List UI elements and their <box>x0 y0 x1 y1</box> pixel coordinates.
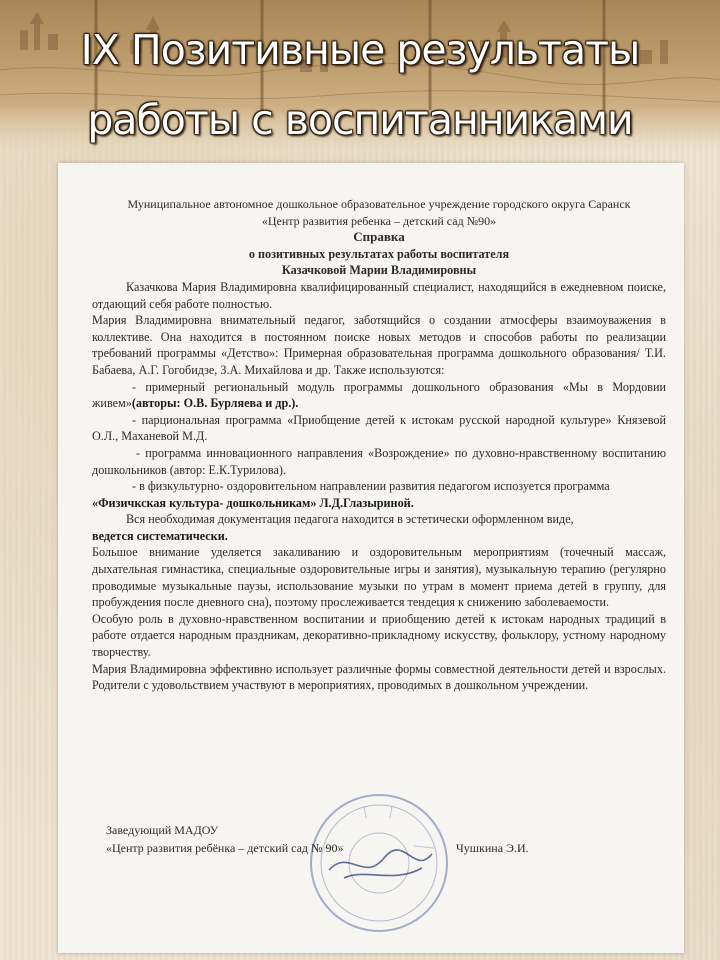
paragraph-2: Мария Владимировна внимательный педагог, заботящийся о создании атмосферы взаимоуважения в коллективе. Она находится в постоянном поиске новых методов и способов работы по реализации требований программы «Детство»: Примерная образовательная программа дошкольного образования/ Т.И. Бабаева, А.Г. Гогобидзе, З.А. Михайлова и др. Также используются: <box>92 313 666 377</box>
paragraph-10: Мария Владимировна эффективно использует различные формы совместной деятельности детей и взрослых. Родители с удовольствием участвуют в мероприятиях, проводимых в дошкольном учреждении. <box>92 661 666 693</box>
paragraph-7b: ведется систематически. <box>92 528 228 543</box>
paragraph-1: Казачкова Мария Владимировна квалифицированный специалист, находящийся в ежедневном поиске, отдающий себя работе полностью. <box>92 279 666 311</box>
paragraph-6a: - в физкультурно- оздоровительном направлении развития педагогом испозуется программа <box>132 479 610 494</box>
document-sheet <box>58 163 684 953</box>
doc-subheading1: о позитивных результатах работы воспитателя <box>248 246 510 261</box>
paragraph-8: Большое внимание уделяется закаливанию и оздоровительным мероприятиям (точечный массаж, дыхательная гимнастика, специальные оздоровительные игры и занятия), музыкальную терапию (регулярно проводимые музыкальные паузы, использование музыки по утрам в момент приема детей в группу, для пробуждения после дневного сна), поэтому прослеживается тендеция к снижению заболеваемости. <box>92 545 666 610</box>
slide-title-line1: IX Позитивные результаты <box>80 26 640 74</box>
map-banner <box>0 0 720 150</box>
doc-heading: Справка <box>353 229 405 245</box>
paragraph-5: - программа инновационного направления «Возрождение» по духовно-нравственному воспитанию дошкольников (автор: Е.К.Турилова). <box>92 445 666 477</box>
org-line1: Муниципальное автономное дошкольное образовательное учреждение городского округа Саранск <box>127 197 631 211</box>
paragraph-6b: «Физичкская культура- дошкольникам» Л.Д.Глазыриной. <box>92 495 414 510</box>
signature-position-line1: Заведующий МАДОУ <box>106 823 219 837</box>
paragraph-3 <box>92 379 666 412</box>
document-body <box>92 196 666 694</box>
signature-block <box>106 823 666 943</box>
official-stamp-icon <box>304 788 454 938</box>
paragraph-7a: Вся необходимая документация педагога находится в эстетически оформленном виде, <box>126 512 574 527</box>
paragraph-9: Особую роль в духовно-нравственном воспитании и приобщению детей к истокам народных традиций в работе отдается народным праздникам, декоративно-прикладному искусству, фольклору, устному народному творчеству. <box>92 611 666 660</box>
paragraph-3-text: - примерный региональный модуль программы дошкольного образования «Мы в Мордовии живем» <box>92 379 666 411</box>
slide-title-line2: работы с воспитанниками <box>87 96 633 144</box>
paragraph-3-authors: (авторы: О.В. Бурляева и др.). <box>131 396 299 411</box>
signature-name: Чушкина Э.И. <box>456 841 529 855</box>
doc-subheading2: Казачковой Марии Владимировны <box>281 263 477 278</box>
signature-position-line2: «Центр развития ребёнка – детский сад № 90» <box>106 841 344 855</box>
paragraph-4: - парциональная программа «Приобщение детей к истокам русской народной культуре» Князевой О.Л., Маханевой М.Д. <box>92 412 666 444</box>
org-line2: «Центр развития ребенка – детский сад №90» <box>261 213 497 228</box>
